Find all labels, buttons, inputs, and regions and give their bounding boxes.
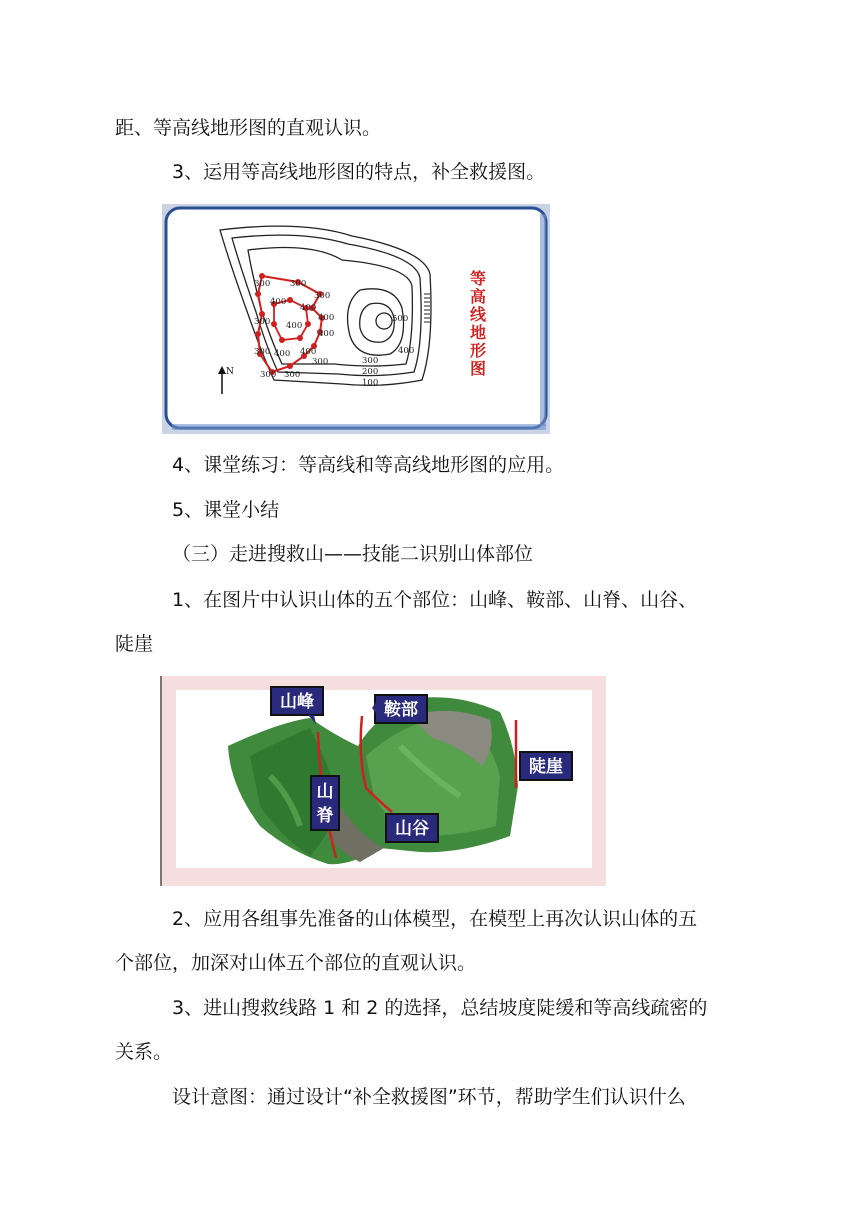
svg-text:200: 200 (362, 367, 379, 377)
label-valley (386, 814, 438, 842)
paragraph-text: 距、等高线地形图的直观认识。 (115, 117, 382, 139)
paragraph-6-cont (0, 951, 860, 975)
svg-text:300: 300 (362, 356, 379, 366)
svg-text:300: 300 (284, 370, 301, 380)
paragraph-text: 关系。 (115, 1041, 173, 1063)
svg-text:300: 300 (254, 347, 271, 357)
paragraph-4 (0, 498, 860, 522)
svg-text:等: 等 (470, 269, 487, 288)
svg-text:400: 400 (286, 321, 303, 331)
paragraph-text: 3、运用等高线地形图的特点，补全救援图。 (172, 161, 546, 183)
figure-title (470, 269, 487, 378)
svg-text:线: 线 (470, 305, 487, 324)
svg-text:山谷: 山谷 (395, 819, 429, 839)
contour-map-figure (162, 204, 550, 434)
svg-text:400: 400 (318, 313, 335, 323)
svg-text:400: 400 (300, 347, 317, 357)
paragraph-text: 设计意图：通过设计“补全救援图”环节，帮助学生们认识什么 (172, 1086, 686, 1108)
svg-text:陡崖: 陡崖 (529, 757, 563, 777)
svg-text:脊: 脊 (316, 806, 334, 826)
svg-text:300: 300 (312, 357, 329, 367)
paragraph-7 (0, 996, 860, 1020)
paragraph-5-cont (0, 632, 860, 656)
svg-text:400: 400 (318, 329, 335, 339)
paragraph-6 (0, 907, 860, 931)
svg-text:图: 图 (470, 359, 487, 378)
svg-text:N: N (226, 367, 234, 377)
paragraph-text: 1、在图片中认识山体的五个部位：山峰、鞍部、山脊、山谷、 (172, 589, 698, 611)
paragraph-1 (0, 116, 860, 140)
svg-text:山峰: 山峰 (280, 692, 314, 712)
svg-text:形: 形 (470, 341, 487, 360)
paragraph-text: 3、进山搜救线路 1 和 2 的选择，总结坡度陡缓和等高线疏密的 (172, 997, 708, 1019)
svg-text:地: 地 (470, 323, 487, 342)
svg-text:鞍部: 鞍部 (384, 700, 418, 720)
paragraph-5 (0, 588, 860, 612)
paragraph-7-cont (0, 1040, 860, 1064)
svg-text:高: 高 (470, 287, 487, 306)
paragraph-text: 5、课堂小结 (172, 499, 280, 521)
paragraph-text: 4、课堂练习：等高线和等高线地形图的应用。 (172, 454, 565, 476)
paragraph-8 (0, 1085, 860, 1109)
svg-text:300: 300 (254, 279, 271, 289)
label-ridge (311, 776, 339, 830)
section-heading (0, 542, 860, 566)
svg-text:500: 500 (392, 314, 409, 324)
svg-text:400: 400 (270, 297, 287, 307)
svg-text:400: 400 (300, 303, 317, 313)
svg-text:400: 400 (398, 346, 415, 356)
svg-text:山: 山 (316, 782, 334, 802)
paragraph-2 (0, 160, 860, 184)
label-saddle (372, 695, 427, 723)
svg-text:300: 300 (260, 370, 277, 380)
paragraph-3 (0, 453, 860, 477)
svg-text:400: 400 (274, 349, 291, 359)
paragraph-text: 个部位，加深对山体五个部位的直观认识。 (115, 952, 477, 974)
paragraph-text: 2、应用各组事先准备的山体模型，在模型上再次认识山体的五 (172, 908, 698, 930)
paragraph-text: （三）走进搜救山——技能二识别山体部位 (172, 543, 534, 565)
svg-text:300: 300 (290, 279, 307, 289)
svg-text:300: 300 (314, 291, 331, 301)
svg-text:300: 300 (254, 317, 271, 327)
mountain-parts-figure (160, 676, 606, 886)
label-cliff (520, 752, 572, 780)
paragraph-text: 陡崖 (115, 633, 154, 655)
svg-text:100: 100 (362, 378, 379, 388)
